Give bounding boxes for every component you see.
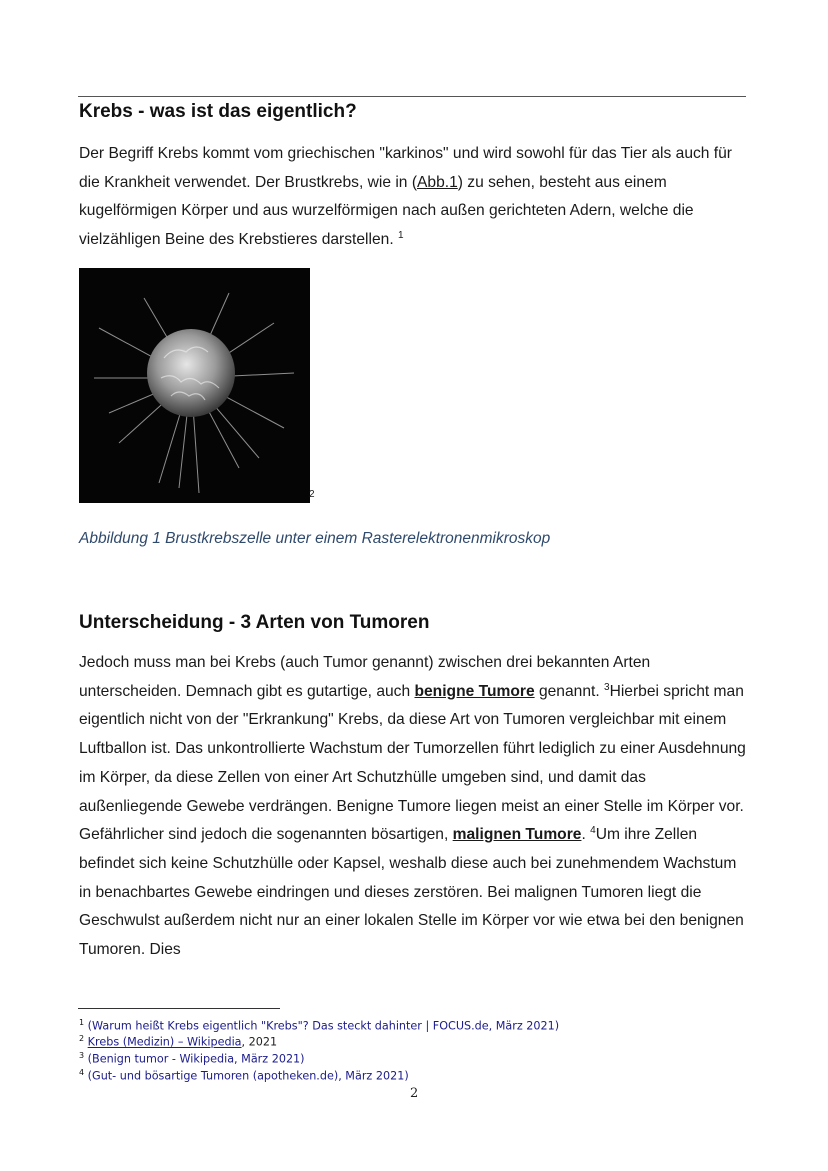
footnote-3[interactable]: $^3$ (Benign tumor - Wikipedia, März 2021) [79, 1051, 305, 1066]
tumor-paragraph [79, 649, 751, 965]
figure-caption: Abbildung 1 Brustkrebszelle unter einem Rasterelektronenmikroskop [79, 530, 551, 547]
heading-tumor-types: Unterscheidung - 3 Arten von Tumoren [79, 612, 430, 633]
benign-tumor-term: benigne Tumore [414, 682, 535, 700]
breast-cancer-cell-image [79, 268, 310, 503]
tumor-text-2: genannt. [534, 682, 604, 700]
tumor-text-1: Jedoch muss man bei Krebs (auch Tumor genannt) zwischen drei bekannten Arten unterscheiden. Demnach gibt es gutartige, auch [79, 654, 651, 700]
footnote-ref-4[interactable]: 4 [590, 825, 596, 837]
intro-text-end: ) zu sehen, besteht aus einem kugelförmigen Körper und aus wurzelförmigen nach außen gerichteten Adern, welche die vielzähligen Beine des Krebstieres darstellen. [79, 173, 694, 249]
footnote-2[interactable]: $^2$ Krebs (Medizin) – Wikipedia, 2021 [79, 1034, 278, 1049]
tumor-text-3: Hierbei spricht man eigentlich nicht von der "Erkrankung" Krebs, da diese Art von Tumoren vergleichbar mit einem Luftballon ist. Das unkontrollierte Wachstum der Tumorzellen führt lediglich zu einer Ausdehnung im Körper, da diese Zellen von einer Art Schutzhülle umgeben sind, und damit das außenliegende Gewebe verdrängen. Benigne Tumore liegen meist an einer Stelle im Körper vor. Gefährlicher sind jedoch die sogenannten bösartigen, [79, 682, 746, 844]
footnote-ref-3[interactable]: 3 [604, 681, 610, 693]
page-number: 2 [410, 1086, 419, 1101]
intro-text: Der Begriff Krebs kommt vom griechischen "karkinos" und wird sowohl für das Tier als auch für die Krankheit verwendet. Der Brustkrebs, wie in ( [79, 145, 732, 191]
footnote-separator [78, 1008, 280, 1009]
footnote-1[interactable]: $^1$ (Warum heißt Krebs eigentlich "Krebs"? Das steckt dahinter | FOCUS.de, März 2021) [79, 1018, 560, 1033]
figure-reference-link[interactable]: Abb.1 [417, 173, 458, 191]
figure-footnote-ref[interactable]: 2 [309, 489, 315, 500]
malignant-tumor-term: malignen Tumore [452, 826, 582, 844]
tumor-text-4: . [581, 826, 591, 844]
footnote-4[interactable]: $^4$ (Gut- und bösartige Tumoren (apotheken.de), März 2021) [79, 1068, 409, 1083]
intro-paragraph [79, 140, 751, 255]
heading-krebs: Krebs - was ist das eigentlich? [79, 101, 357, 122]
header-rule [78, 96, 746, 97]
tumor-text-5: Um ihre Zellen befindet sich keine Schutzhülle oder Kapsel, weshalb diese auch bei zunehmendem Wachstum in benachbartes Gewebe eindringen und dieses zerstören. Bei malignen Tumoren liegt die Geschwulst außerdem nicht nur an einer lokalen Stelle im Körper vor wie etwa bei den benignen Tumoren. Dies [79, 826, 744, 959]
footnote-ref-1[interactable]: 1 [398, 229, 404, 241]
